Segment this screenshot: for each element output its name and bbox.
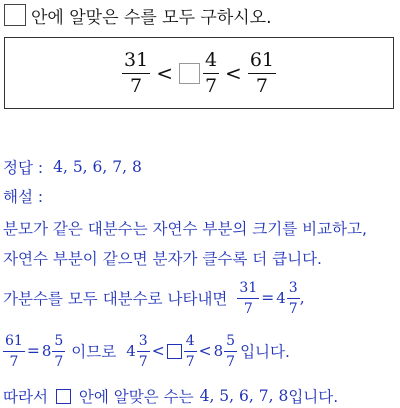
line3-mixed-fraction xyxy=(287,281,300,316)
line4-compare-left-whole: 4 xyxy=(126,342,136,360)
left-fraction xyxy=(122,48,150,97)
line4-compare-mid-numerator: 4 xyxy=(185,332,195,349)
comma: , xyxy=(299,289,305,307)
line4-compare-right-fraction xyxy=(224,334,237,369)
problem-box xyxy=(4,37,394,109)
answer-line xyxy=(3,156,142,178)
less-than-sign: < xyxy=(225,61,242,85)
answer-blank-box xyxy=(179,63,200,84)
middle-fraction xyxy=(203,48,219,97)
right-fraction-numerator: 61 xyxy=(249,48,274,71)
line4-compare-right-denominator: 7 xyxy=(224,351,237,369)
line5-values: 4, 5, 6, 7, 8 xyxy=(199,387,289,405)
line4-compare-right-whole: 8 xyxy=(213,342,224,360)
line4-middle-text: 이므로 xyxy=(71,343,117,361)
line3-mixed-denominator: 7 xyxy=(287,298,300,316)
blank-box-icon xyxy=(56,389,71,404)
explanation-line-3 xyxy=(3,276,305,320)
question-line xyxy=(0,0,272,30)
less-than-sign: < xyxy=(198,342,212,360)
line4-fraction xyxy=(3,334,25,369)
equals-sign: = xyxy=(261,289,275,307)
line4-mixed-denominator: 7 xyxy=(52,351,65,369)
line3-fraction-denominator: 7 xyxy=(237,298,259,316)
line3-mixed-numerator: 3 xyxy=(288,279,298,296)
explanation-line-1: 분모가 같은 대분수는 자연수 부분의 크기를 비교하고, xyxy=(3,220,367,238)
line4-fraction-denominator: 7 xyxy=(3,351,25,369)
left-fraction-numerator: 31 xyxy=(124,48,149,71)
left-fraction-denominator: 7 xyxy=(122,73,150,96)
line4-mixed-numerator: 5 xyxy=(54,332,64,349)
middle-fraction-numerator: 4 xyxy=(204,48,218,71)
explanation-line-5 xyxy=(3,385,338,407)
line3-prefix: 가분수를 모두 대분수로 나타내면 xyxy=(3,290,228,308)
line4-compare-left-denominator: 7 xyxy=(137,351,150,369)
explanation-line-2: 자연수 부분이 같으면 분자가 클수록 더 큽니다. xyxy=(3,250,322,268)
line4-compare-right xyxy=(214,334,237,369)
explanation-label: 해설 : xyxy=(3,188,44,206)
line5-prefix: 따라서 xyxy=(3,388,48,406)
line4-compare-mid-denominator: 7 xyxy=(184,351,197,369)
line4-suffix: 입니다. xyxy=(240,343,290,361)
line5-middle-text: 안에 알맞은 수는 xyxy=(78,388,194,406)
line4-compare-left-numerator: 3 xyxy=(138,332,148,349)
line5-suffix: 입니다. xyxy=(288,388,339,406)
explanation-line-4 xyxy=(3,329,290,373)
question-text: 안에 알맞은 수를 모두 구하시오. xyxy=(31,7,272,28)
less-than-sign: < xyxy=(151,342,165,360)
blank-box-icon xyxy=(167,344,182,359)
equals-sign: = xyxy=(26,342,40,360)
line4-compare-mid-fraction xyxy=(184,334,197,369)
line4-mixed-whole: 8 xyxy=(41,342,52,360)
line4-compare-left-fraction xyxy=(137,334,150,369)
answer-label: 정답 : xyxy=(3,159,44,177)
answer-values: 4, 5, 6, 7, 8 xyxy=(53,158,142,176)
blank-box-icon xyxy=(4,4,26,26)
line4-compare-right-numerator: 5 xyxy=(226,332,236,349)
line3-fraction-numerator: 31 xyxy=(239,279,258,296)
line4-compare-left xyxy=(126,334,149,369)
line4-fraction-numerator: 61 xyxy=(5,332,23,349)
right-fraction-denominator: 7 xyxy=(248,73,276,96)
less-than-sign: < xyxy=(156,61,173,85)
middle-fraction-denominator: 7 xyxy=(204,74,218,97)
line3-mixed-number xyxy=(276,281,299,316)
line3-mixed-whole: 4 xyxy=(276,289,286,307)
line4-mixed-number xyxy=(42,334,65,369)
line3-fraction xyxy=(237,281,259,316)
right-fraction xyxy=(248,48,276,97)
line4-mixed-fraction xyxy=(52,334,65,369)
